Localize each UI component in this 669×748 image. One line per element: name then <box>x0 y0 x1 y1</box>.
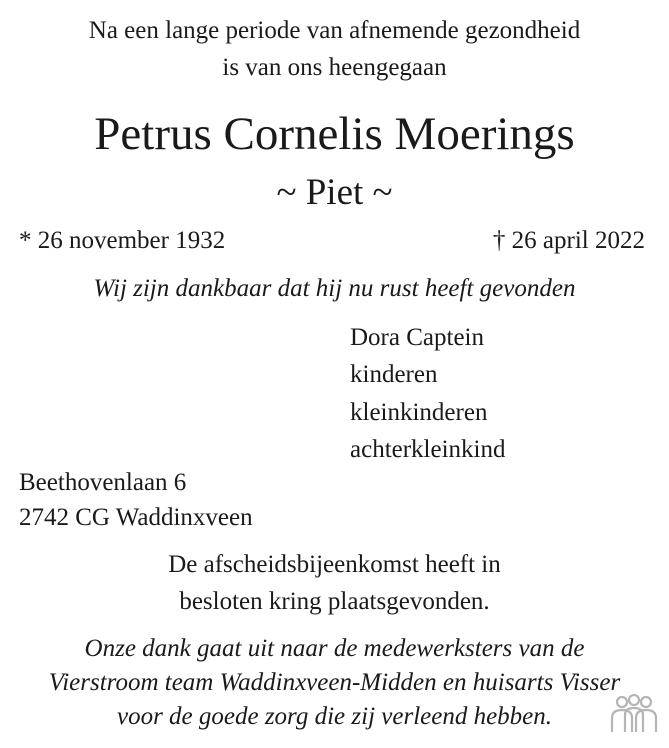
death-date: † 26 april 2022 <box>492 227 645 254</box>
relative-item: Dora Captein <box>350 324 484 351</box>
people-group-icon <box>608 694 660 734</box>
address-street: Beethovenlaan 6 <box>19 469 187 496</box>
announcement-line-1: De afscheidsbijeenkomst heeft in <box>168 551 501 578</box>
announcement-line-2: besloten kring plaatsgevonden. <box>179 588 490 615</box>
intro-line-1: Na een lange periode van afnemende gezondheid <box>88 17 581 44</box>
thanks-line-1: Onze dank gaat uit naar de medewerksters van de <box>84 635 585 662</box>
relative-item: kinderen <box>350 361 438 388</box>
deceased-nickname: ~ Piet ~ <box>276 172 393 213</box>
relative-item: achterkleinkind <box>350 436 506 463</box>
thanks-line-3: voor de goede zorg die zij verleend hebben. <box>116 703 553 730</box>
address-city: 2742 CG Waddinxveen <box>19 504 253 531</box>
quote: Wij zijn dankbaar dat hij nu rust heeft gevonden <box>93 275 576 302</box>
relative-item: kleinkinderen <box>350 399 488 426</box>
thanks-line-2: Vierstroom team Waddinxveen-Midden en huisarts Visser <box>48 669 621 696</box>
intro-line-2: is van ons heengegaan <box>222 54 447 81</box>
birth-date: * 26 november 1932 <box>19 227 226 254</box>
deceased-name: Petrus Cornelis Moerings <box>94 108 575 160</box>
